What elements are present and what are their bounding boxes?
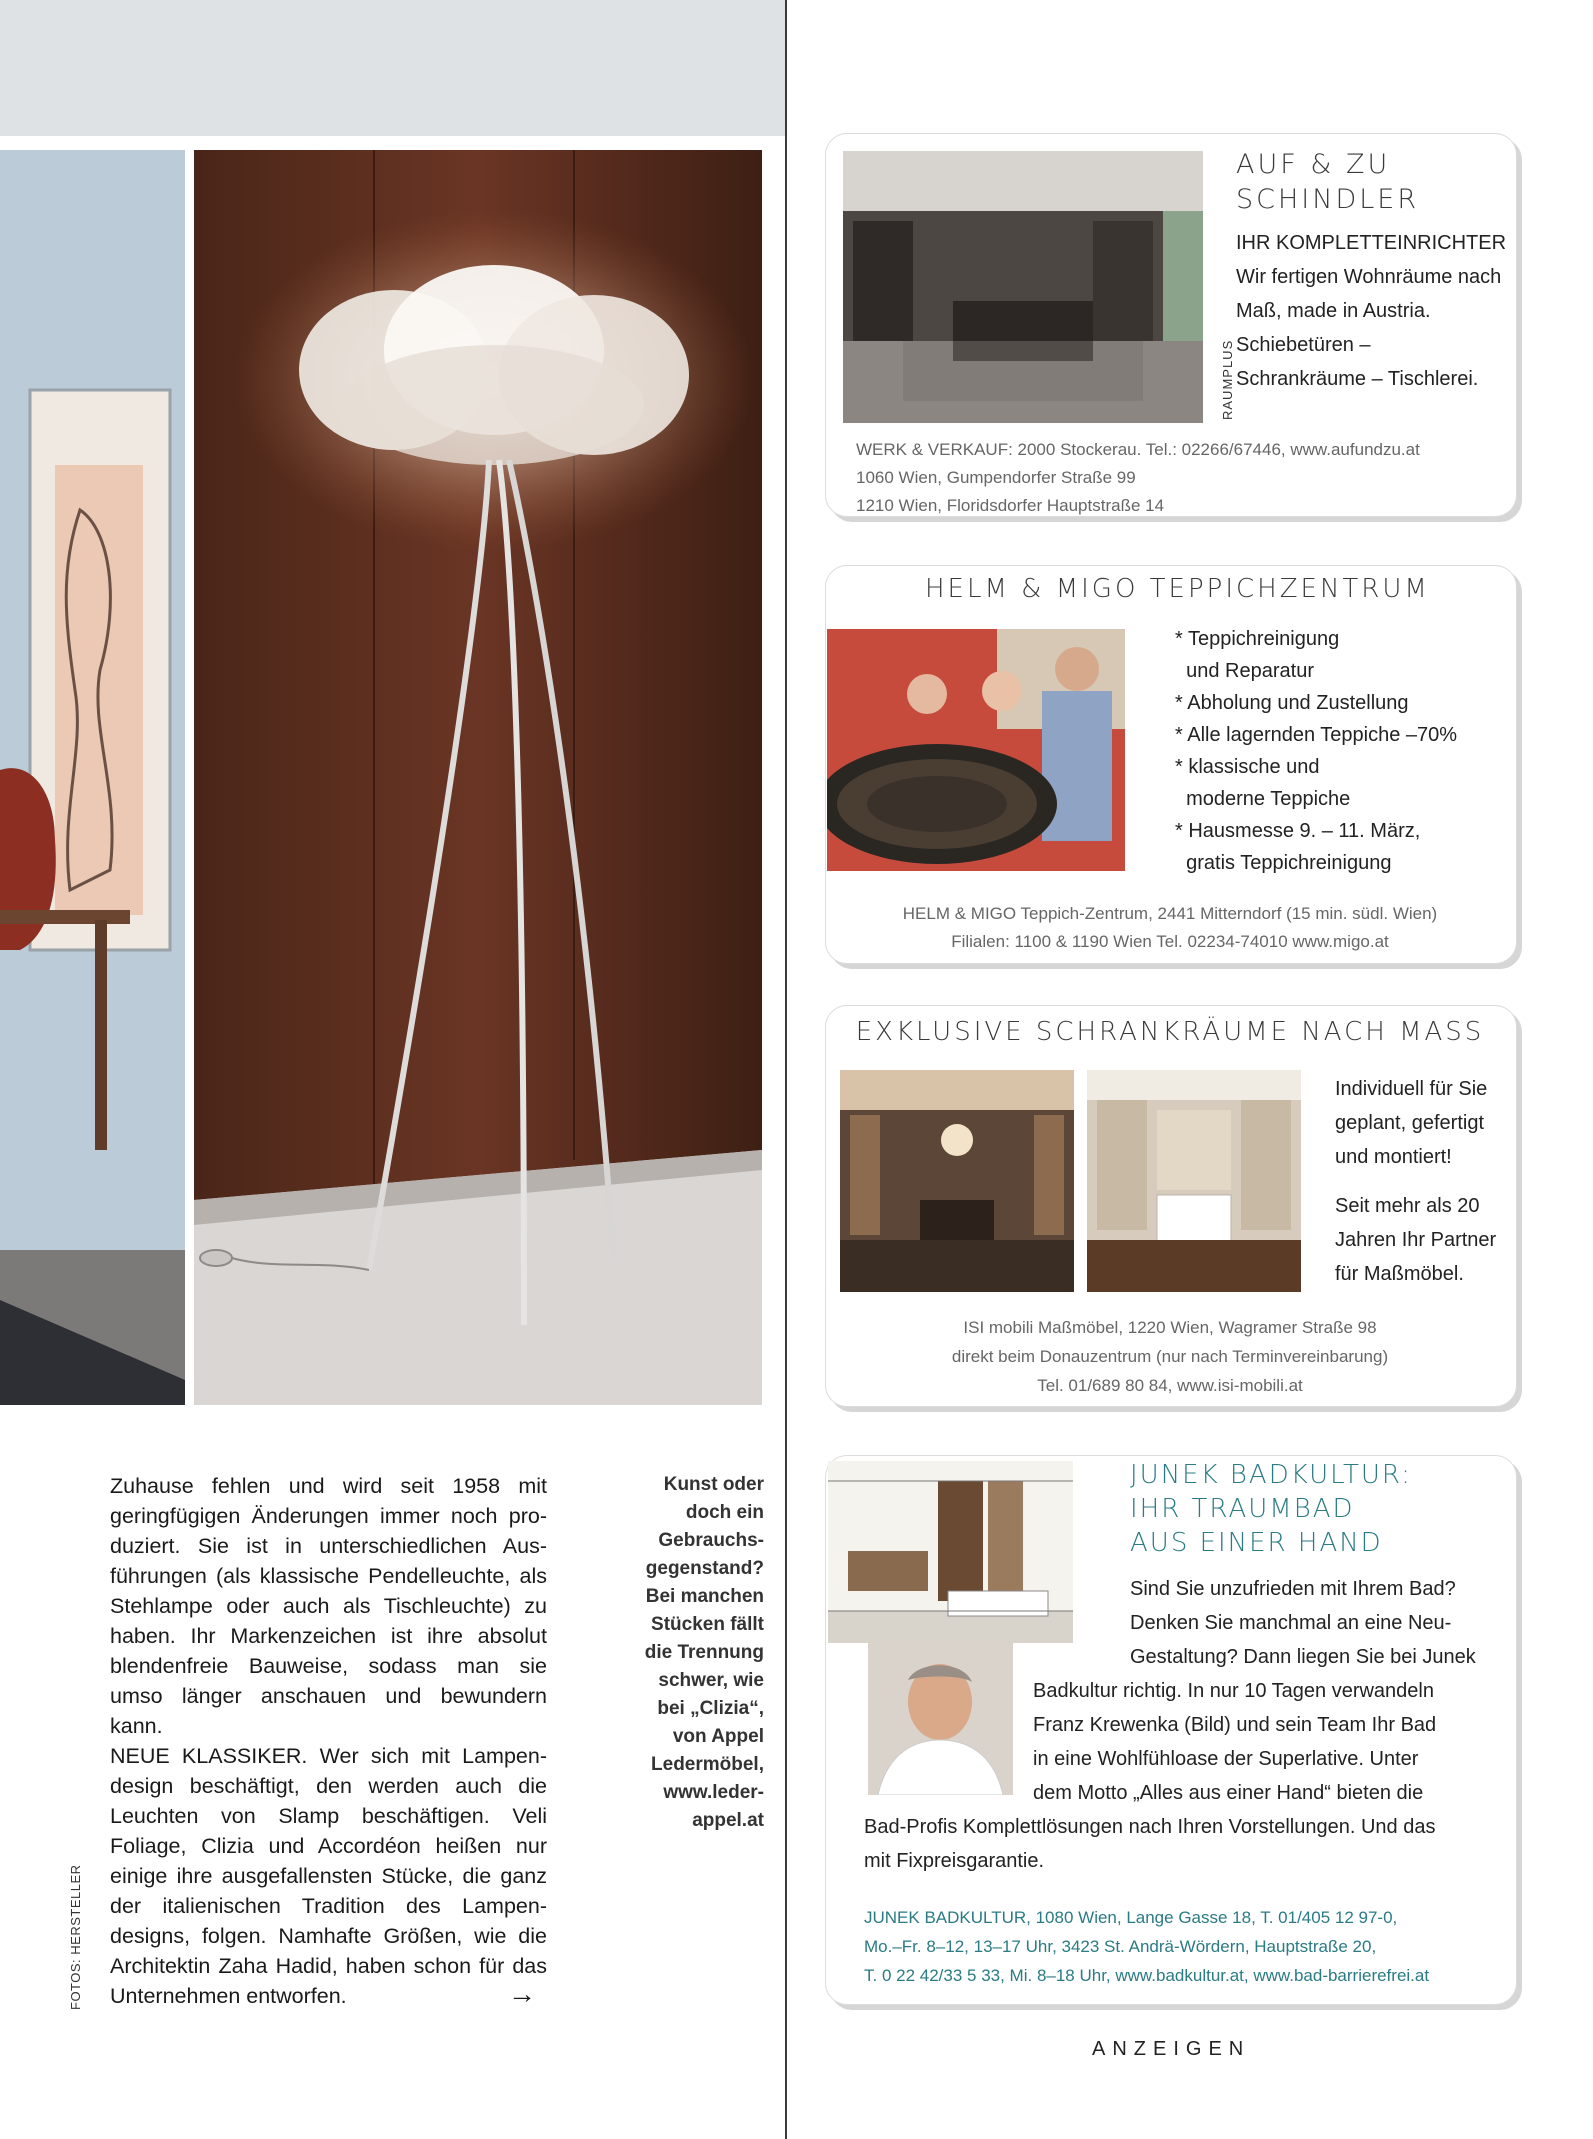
photo-caption: Kunst oder doch ein Gebrauchsgegenstand? Bei manchen Stücken fällt die Trennung schwer, wie bei „Clizia“, von Appel Ledermöbel, www.lederappel.at bbox=[644, 1474, 764, 1831]
top-gray-band bbox=[0, 0, 785, 136]
ad4-title-line1: JUNEK BADKULTUR: bbox=[1130, 1460, 1412, 1490]
bathroom-sketch bbox=[828, 1461, 1073, 1643]
ad4-text-line3: Gestaltung? Dann liegen Sie bei Junek bbox=[1130, 1646, 1476, 1668]
ad4-text-line7: dem Motto „Alles aus einer Hand“ bieten die bbox=[1033, 1782, 1424, 1804]
ad2-bullet-5: * klassische und bbox=[1175, 756, 1320, 778]
continue-arrow-icon: → bbox=[508, 1978, 536, 2009]
ad1-text: Wir fertigen Wohnräume nach Maß, made in Austria. Schiebetüren – Schrankräume – Tischlerei. bbox=[1236, 266, 1502, 390]
ad4-text-line9: mit Fixpreisgarantie. bbox=[864, 1850, 1045, 1872]
ad3-footer-line2: direkt beim Donauzentrum (nur nach Terminvereinbarung) bbox=[951, 1347, 1389, 1366]
clizia-floor-lamp-photo bbox=[194, 150, 762, 1405]
ad3-text-2: Seit mehr als 20 Jahren Ihr Partner für Maßmöbel. bbox=[1335, 1195, 1497, 1285]
ad4-footer-line3: T. 0 22 42/33 5 33, Mi. 8–18 Uhr, www.badkultur.at, www.bad-barrierefrei.at bbox=[864, 1966, 1430, 1985]
ad2-bullet-7: * Hausmesse 9. – 11. März, bbox=[1175, 820, 1421, 842]
ad3-footer-line3: Tel. 01/689 80 84, www.isi-mobili.at bbox=[1037, 1376, 1303, 1395]
ad1-title-line2: SCHINDLER bbox=[1236, 184, 1420, 215]
carpet-team-photo bbox=[827, 629, 1125, 871]
ad3-title: EXKLUSIVE SCHRANKRÄUME NACH MASS bbox=[855, 1017, 1485, 1047]
ad2-title: HELM & MIGO TEPPICHZENTRUM bbox=[925, 574, 1430, 604]
ad4-text-line4: Badkultur richtig. In nur 10 Tagen verwandeln bbox=[1033, 1680, 1434, 1702]
center-divider bbox=[785, 0, 787, 2139]
photo-credit: FOTOS: HERSTELLER bbox=[68, 1864, 83, 2010]
ad4-title-line2: IHR TRAUMBAD bbox=[1130, 1494, 1355, 1524]
ad1-footer-line1: WERK & VERKAUF: 2000 Stockerau. Tel.: 02266/67446, www.aufundzu.at bbox=[856, 440, 1420, 459]
ad1-footer-line2: 1060 Wien, Gumpendorfer Straße 99 bbox=[856, 468, 1136, 487]
ad4-text-line8: Bad-Profis Komplettlösungen nach Ihren Vorstellungen. Und das bbox=[864, 1816, 1436, 1838]
ad2-footer-line2: Filialen: 1100 & 1190 Wien Tel. 02234-74010 www.migo.at bbox=[951, 932, 1389, 951]
ad2-bullet-3: * Abholung und Zustellung bbox=[1175, 692, 1409, 714]
ad2-footer-line1: HELM & MIGO Teppich-Zentrum, 2441 Mitterndorf (15 min. südl. Wien) bbox=[902, 904, 1438, 923]
walk-in-wardrobe-photo bbox=[843, 151, 1203, 423]
ad3-text-1: Individuell für Sie geplant, gefertigt und montiert! bbox=[1335, 1078, 1488, 1168]
ad1-footer-line3: 1210 Wien, Floridsdorfer Hauptstraße 14 bbox=[856, 496, 1165, 515]
ad4-title-line3: AUS EINER HAND bbox=[1130, 1528, 1383, 1558]
ad3-footer-line1: ISI mobili Maßmöbel, 1220 Wien, Wagramer Straße 98 bbox=[963, 1318, 1377, 1337]
article-paragraph-2: NEUE KLASSIKER. Wer sich mit Lampendesign beschäftigt, den werden auch die Leuchten von Slamp beschäftigen. Veli Foliage, Clizia und Accordéon heißen nur einige ihre ausgefallensten Stücke, die ganz der italienischen Tradition des Lampendesigns, folgen. Namhafte Größen, wie die Architektin Zaha Hadid, haben schon für das Unternehmen entworfen. bbox=[110, 1744, 547, 2008]
ad4-text-line6: in eine Wohlfühloase der Superlative. Unter bbox=[1033, 1748, 1419, 1770]
ad2-bullet-6: moderne Teppiche bbox=[1175, 788, 1351, 810]
page-label: ANZEIGEN bbox=[1092, 2038, 1251, 2060]
ad4-text-line5: Franz Krewenka (Bild) und sein Team Ihr Bad bbox=[1033, 1714, 1437, 1736]
franz-krewenka-portrait bbox=[868, 1640, 1013, 1795]
ad4-text-line2: Denken Sie manchmal an eine Neu- bbox=[1130, 1612, 1452, 1634]
ad1-photo-credit: RAUMPLUS bbox=[1220, 339, 1235, 420]
dressing-room-photo-1 bbox=[840, 1070, 1074, 1292]
ad2-bullet-2: und Reparatur bbox=[1175, 660, 1314, 682]
ad4-footer-line1: JUNEK BADKULTUR, 1080 Wien, Lange Gasse 18, T. 01/405 12 97-0, bbox=[864, 1908, 1398, 1927]
ad1-subtitle: IHR KOMPLETTEINRICHTER bbox=[1236, 232, 1507, 254]
room-photo bbox=[0, 150, 185, 1405]
ad4-footer-line2: Mo.–Fr. 8–12, 13–17 Uhr, 3423 St. Andrä-Wördern, Hauptstraße 20, bbox=[864, 1937, 1377, 1956]
article-paragraph-1: Zuhause fehlen und wird seit 1958 mit geringfügigen Änderungen immer noch produziert. Sie ist in unterschiedlichen Ausführungen (als klassische Pendelleuchte, als Stehlampe oder auch als Tischleuchte) zu haben. Ihr Markenzeichen ist ihre absolut blendenfreie Bauweise, sodass man sie umso länger anschauen und bewundern kann. bbox=[110, 1474, 547, 1738]
ad2-bullet-1: * Teppichreinigung bbox=[1175, 628, 1340, 650]
ad2-bullet-8: gratis Teppichreinigung bbox=[1175, 852, 1392, 874]
ad1-title-line1: AUF & ZU bbox=[1236, 149, 1391, 180]
ad4-text-line1: Sind Sie unzufrieden mit Ihrem Bad? bbox=[1130, 1578, 1456, 1600]
dressing-room-photo-2 bbox=[1087, 1070, 1301, 1292]
ad2-bullet-4: * Alle lagernden Teppiche –70% bbox=[1175, 724, 1458, 746]
